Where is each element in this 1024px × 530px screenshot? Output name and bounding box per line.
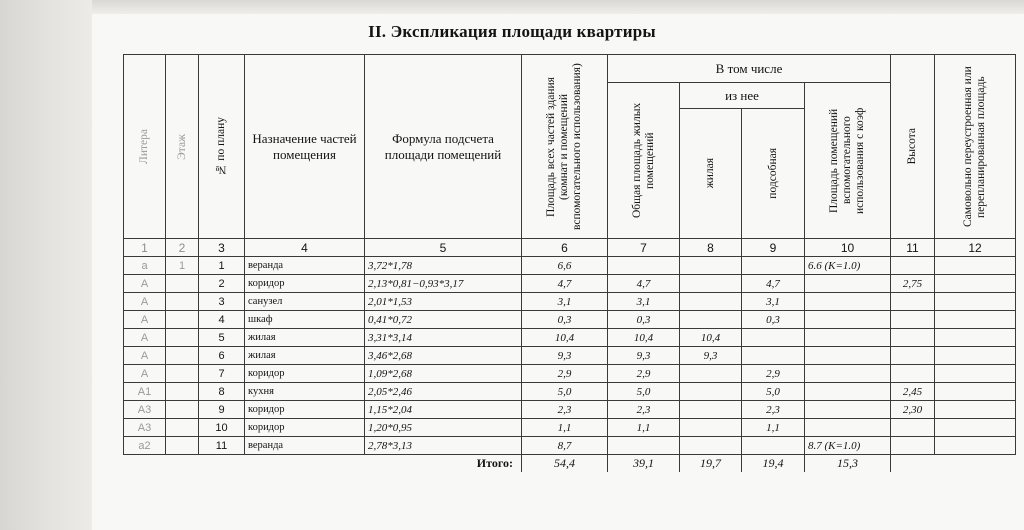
cell-name: коридор	[245, 365, 365, 383]
table-row	[124, 257, 1016, 275]
colnum-3: 3	[199, 239, 245, 257]
header-formula: Формула подсчета площади помещений	[365, 55, 522, 239]
colnum-5: 5	[365, 239, 522, 257]
cell-litera: A	[124, 365, 166, 383]
header-etazh: Этаж	[166, 55, 199, 239]
cell-vspom: 8.7 (K=1.0)	[805, 437, 891, 455]
cell-litera: A	[124, 311, 166, 329]
colnum-2: 2	[166, 239, 199, 257]
header-samovolno: Самовольно переустроенная или перепланированная площадь	[935, 55, 1016, 239]
cell-samov	[935, 419, 1016, 437]
cell-samov	[935, 383, 1016, 401]
cell-etazh	[166, 293, 199, 311]
header-v-tom-chisle: В том числе	[608, 55, 891, 83]
cell-total: 5,0	[522, 383, 608, 401]
cell-num: 6	[199, 347, 245, 365]
cell-formula: 0,41*0,72	[365, 311, 522, 329]
colnum-12: 12	[935, 239, 1016, 257]
scan-top-band	[92, 0, 1024, 14]
cell-podsob: 0,3	[742, 311, 805, 329]
cell-vys: 2,30	[891, 401, 935, 419]
cell-obsh: 9,3	[608, 347, 680, 365]
table-row	[124, 437, 1016, 455]
cell-vys	[891, 347, 935, 365]
header-iz-nee: из нее	[680, 83, 805, 109]
cell-num: 10	[199, 419, 245, 437]
cell-total: 2,9	[522, 365, 608, 383]
cell-etazh	[166, 383, 199, 401]
table-row	[124, 383, 1016, 401]
cell-podsob	[742, 257, 805, 275]
header-litera: Литера	[124, 55, 166, 239]
cell-litera: A3	[124, 401, 166, 419]
cell-num: 7	[199, 365, 245, 383]
cell-name: веранда	[245, 437, 365, 455]
cell-num: 3	[199, 293, 245, 311]
header-vysota: Высота	[891, 55, 935, 239]
cell-obsh: 3,1	[608, 293, 680, 311]
colnum-4: 4	[245, 239, 365, 257]
cell-name: кухня	[245, 383, 365, 401]
cell-vys: 2,45	[891, 383, 935, 401]
cell-obsh	[608, 257, 680, 275]
cell-podsob	[742, 347, 805, 365]
cell-zhil	[680, 311, 742, 329]
cell-zhil	[680, 275, 742, 293]
cell-vys	[891, 257, 935, 275]
cell-etazh	[166, 437, 199, 455]
cell-etazh	[166, 329, 199, 347]
cell-name: коридор	[245, 419, 365, 437]
cell-vys	[891, 437, 935, 455]
cell-podsob: 2,9	[742, 365, 805, 383]
cell-samov	[935, 257, 1016, 275]
cell-zhil	[680, 383, 742, 401]
cell-total: 10,4	[522, 329, 608, 347]
totals-zhil: 19,7	[680, 455, 742, 473]
cell-num: 4	[199, 311, 245, 329]
cell-obsh: 2,3	[608, 401, 680, 419]
cell-obsh: 2,9	[608, 365, 680, 383]
table-row	[124, 311, 1016, 329]
cell-vspom	[805, 365, 891, 383]
cell-name: жилая	[245, 347, 365, 365]
cell-formula: 1,15*2,04	[365, 401, 522, 419]
cell-total: 8,7	[522, 437, 608, 455]
cell-total: 1,1	[522, 419, 608, 437]
cell-vspom	[805, 275, 891, 293]
table-body	[124, 257, 1016, 455]
header-podsobnaya: подсобная	[742, 109, 805, 239]
cell-podsob: 3,1	[742, 293, 805, 311]
cell-vspom	[805, 311, 891, 329]
cell-name: жилая	[245, 329, 365, 347]
cell-num: 11	[199, 437, 245, 455]
colnum-8: 8	[680, 239, 742, 257]
cell-litera: a	[124, 257, 166, 275]
cell-vys	[891, 329, 935, 347]
cell-litera: A3	[124, 419, 166, 437]
cell-vys	[891, 293, 935, 311]
cell-total: 2,3	[522, 401, 608, 419]
cell-litera: A1	[124, 383, 166, 401]
cell-obsh: 10,4	[608, 329, 680, 347]
cell-etazh	[166, 365, 199, 383]
cell-etazh: 1	[166, 257, 199, 275]
cell-litera: A	[124, 347, 166, 365]
cell-num: 9	[199, 401, 245, 419]
header-row-1	[124, 55, 1016, 83]
table-row	[124, 293, 1016, 311]
cell-etazh	[166, 275, 199, 293]
cell-podsob: 4,7	[742, 275, 805, 293]
cell-litera: A	[124, 293, 166, 311]
cell-podsob: 2,3	[742, 401, 805, 419]
cell-vys	[891, 311, 935, 329]
cell-samov	[935, 365, 1016, 383]
cell-samov	[935, 437, 1016, 455]
colnum-7: 7	[608, 239, 680, 257]
cell-name: шкаф	[245, 311, 365, 329]
cell-num: 8	[199, 383, 245, 401]
cell-etazh	[166, 401, 199, 419]
header-vspomog: Площадь помещений вспомогательного использования с коэф	[805, 83, 891, 239]
cell-vspom	[805, 329, 891, 347]
cell-vspom: 6.6 (K=1.0)	[805, 257, 891, 275]
cell-zhil: 9,3	[680, 347, 742, 365]
header-obshaya: Общая площадь жилых помещений	[608, 83, 680, 239]
cell-obsh: 5,0	[608, 383, 680, 401]
colnum-11: 11	[891, 239, 935, 257]
page-title: II. Экспликация площади квартиры	[368, 22, 656, 41]
cell-formula: 2,05*2,46	[365, 383, 522, 401]
cell-obsh: 0,3	[608, 311, 680, 329]
cell-samov	[935, 293, 1016, 311]
cell-zhil	[680, 257, 742, 275]
cell-vspom	[805, 419, 891, 437]
cell-litera: A	[124, 329, 166, 347]
totals-label: Итого:	[365, 455, 522, 473]
totals-podsob: 19,4	[742, 455, 805, 473]
cell-podsob	[742, 437, 805, 455]
cell-zhil	[680, 419, 742, 437]
cell-samov	[935, 329, 1016, 347]
cell-formula: 3,72*1,78	[365, 257, 522, 275]
table-row	[124, 329, 1016, 347]
cell-name: веранда	[245, 257, 365, 275]
cell-obsh: 4,7	[608, 275, 680, 293]
table-row	[124, 401, 1016, 419]
table-row	[124, 419, 1016, 437]
cell-name: коридор	[245, 275, 365, 293]
cell-etazh	[166, 347, 199, 365]
colnum-10: 10	[805, 239, 891, 257]
cell-total: 4,7	[522, 275, 608, 293]
cell-name: санузел	[245, 293, 365, 311]
table-row	[124, 275, 1016, 293]
scan-shadow-edge	[0, 0, 92, 530]
table-row	[124, 365, 1016, 383]
cell-name: коридор	[245, 401, 365, 419]
cell-samov	[935, 275, 1016, 293]
cell-vys: 2,75	[891, 275, 935, 293]
totals-total: 54,4	[522, 455, 608, 473]
cell-num: 5	[199, 329, 245, 347]
cell-formula: 1,20*0,95	[365, 419, 522, 437]
cell-vspom	[805, 401, 891, 419]
table-row	[124, 347, 1016, 365]
cell-num: 2	[199, 275, 245, 293]
cell-formula: 3,46*2,68	[365, 347, 522, 365]
cell-podsob: 1,1	[742, 419, 805, 437]
cell-podsob: 5,0	[742, 383, 805, 401]
cell-zhil	[680, 401, 742, 419]
header-naznachenie: Назначение частей помещения	[245, 55, 365, 239]
cell-zhil	[680, 437, 742, 455]
column-number-row	[124, 239, 1016, 257]
cell-total: 0,3	[522, 311, 608, 329]
header-ploshad-vseh: Площадь всех частей здания (комнат и помещений вспомогательного использования)	[522, 55, 608, 239]
cell-total: 6,6	[522, 257, 608, 275]
cell-vspom	[805, 383, 891, 401]
cell-vys	[891, 419, 935, 437]
cell-samov	[935, 401, 1016, 419]
cell-litera: a2	[124, 437, 166, 455]
header-nomer: № по плану	[199, 55, 245, 239]
cell-formula: 2,13*0,81−0,93*3,17	[365, 275, 522, 293]
cell-num: 1	[199, 257, 245, 275]
cell-formula: 3,31*3,14	[365, 329, 522, 347]
colnum-1: 1	[124, 239, 166, 257]
cell-vspom	[805, 293, 891, 311]
cell-vys	[891, 365, 935, 383]
explication-table	[123, 54, 1016, 472]
totals-row	[124, 455, 1016, 473]
cell-etazh	[166, 419, 199, 437]
totals-obsh: 39,1	[608, 455, 680, 473]
cell-total: 3,1	[522, 293, 608, 311]
cell-formula: 1,09*2,68	[365, 365, 522, 383]
cell-vspom	[805, 347, 891, 365]
totals-vspom: 15,3	[805, 455, 891, 473]
header-zhilaya: жилая	[680, 109, 742, 239]
cell-formula: 2,01*1,53	[365, 293, 522, 311]
cell-samov	[935, 311, 1016, 329]
cell-samov	[935, 347, 1016, 365]
colnum-9: 9	[742, 239, 805, 257]
cell-zhil	[680, 293, 742, 311]
cell-obsh: 1,1	[608, 419, 680, 437]
cell-formula: 2,78*3,13	[365, 437, 522, 455]
cell-zhil	[680, 365, 742, 383]
colnum-6: 6	[522, 239, 608, 257]
cell-etazh	[166, 311, 199, 329]
cell-zhil: 10,4	[680, 329, 742, 347]
cell-total: 9,3	[522, 347, 608, 365]
cell-podsob	[742, 329, 805, 347]
cell-litera: A	[124, 275, 166, 293]
cell-obsh	[608, 437, 680, 455]
